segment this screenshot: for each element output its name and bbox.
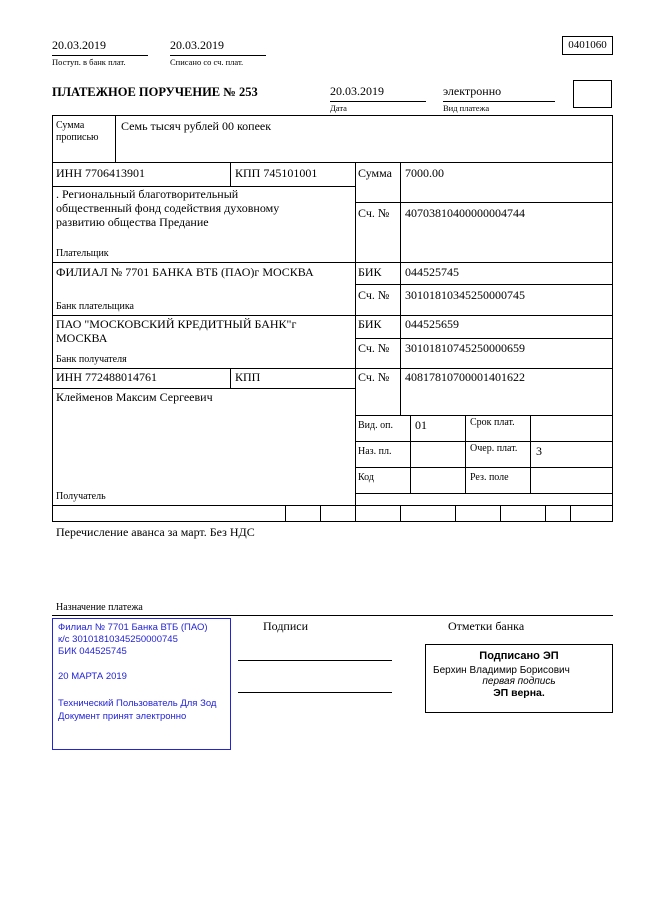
ep-stamp-signer: Берхин Владимир Борисович [433,665,570,676]
grid-line [500,505,501,521]
payee-bank-bik-label: БИК [358,317,382,331]
grid-line [355,467,613,468]
sum-label: Сумма [358,166,392,180]
grid-line [52,262,613,263]
grid-line [52,162,613,163]
grid-line [330,101,426,102]
grid-line [230,162,231,187]
grid-line [612,115,613,522]
payee-bank-section-label: Банк получателя [56,354,127,365]
doc-date-label: Дата [330,103,347,113]
purpose-section-label: Назначение платежа [56,602,143,613]
sum-value: 7000.00 [405,166,444,180]
grid-line [52,368,613,369]
payer-bank-bik-value: 044525745 [405,265,459,279]
payment-type-label: Вид платежа [443,103,490,113]
payee-bank-name: ПАО "МОСКОВСКИЙ КРЕДИТНЫЙ БАНК"г МОСКВА [56,317,297,345]
grid-line [52,55,148,56]
payee-name: Клейменов Максим Сергеевич [56,390,213,404]
grid-line [355,162,356,522]
payee-section-label: Получатель [56,491,106,502]
grid-line [52,115,613,116]
ocher-plat-label: Очер. плат. [470,443,518,454]
vid-op-value: 01 [415,418,427,432]
received-date-label: Поступ. в банк плат. [52,57,126,67]
grid-line [570,505,571,521]
grid-line [545,505,546,521]
ep-stamp-verdict: ЭП верна. [493,687,545,699]
payee-account-label: Сч. № [358,370,390,384]
payer-account-label: Сч. № [358,206,390,220]
grid-line [355,202,613,203]
naz-pl-label: Наз. пл. [358,446,392,457]
grid-line [320,505,321,521]
payer-bank-name: ФИЛИАЛ № 7701 БАНКА ВТБ (ПАО)г МОСКВА [56,265,314,279]
doc-title: ПЛАТЕЖНОЕ ПОРУЧЕНИЕ № 253 [52,85,258,99]
payer-account-value: 40703810400000004744 [405,206,525,220]
grid-line [400,162,401,415]
bank-marks-title: Отметки банка [448,619,525,633]
signature-line-1 [238,660,392,661]
kod-label: Код [358,472,374,483]
grid-line [230,368,231,389]
grid-line [52,315,613,316]
grid-line [410,415,411,493]
bank-stamp-line-1: Филиал № 7701 Банка ВТБ (ПАО) [58,622,208,633]
grid-line [52,505,613,506]
grid-line [52,615,613,616]
grid-line [52,388,356,389]
bank-stamp-line-4: 20 МАРТА 2019 [58,670,127,682]
ep-stamp-box [425,644,613,713]
received-date: 20.03.2019 [52,38,106,52]
payee-kpp-label: КПП [235,370,261,384]
grid-line [115,115,116,162]
grid-line [285,505,286,521]
ep-stamp-role: первая подпись [482,676,556,687]
payer-bank-account-label: Сч. № [358,288,390,302]
payee-inn: ИНН 772488014761 [56,370,157,384]
bank-stamp-line-5: Технический Пользователь Для Зод [58,697,217,709]
vid-op-label: Вид. оп. [358,420,393,431]
payer-name: . Региональный благотворительный общественный фонд содействия духовному развитию общества Предание [56,187,280,229]
doc-date-value: 20.03.2019 [330,84,384,98]
grid-line [355,415,613,416]
debited-date-label: Списано со сч. плат. [170,57,244,67]
grid-line [52,521,613,522]
grid-line [530,415,531,493]
grid-line [355,338,613,339]
ocher-plat-value: 3 [536,444,542,458]
grid-line [465,415,466,493]
bank-stamp-line-2: к/с 30101810345250000745 [58,633,178,645]
form-code-box: 0401060 [562,36,613,55]
bank-stamp-line-6: Документ принят электронно [58,711,187,723]
payer-inn: ИНН 7706413901 [56,166,145,180]
payer-bank-section-label: Банк плательщика [56,301,134,312]
grid-line [355,284,613,285]
amount-words-label: Сумма прописью [56,120,99,143]
payer-section-label: Плательщик [56,248,109,259]
payee-bank-account-value: 30101810745250000659 [405,341,525,355]
signatures-title: Подписи [263,619,309,633]
ep-stamp-title: Подписано ЭП [479,650,559,662]
empty-code-box [573,80,612,108]
grid-line [443,101,555,102]
amount-words-value: Семь тысяч рублей 00 копеек [121,119,272,133]
grid-line [355,493,613,494]
grid-line [400,505,401,521]
payer-bank-account-value: 30101810345250000745 [405,288,525,302]
grid-line [455,505,456,521]
grid-line [170,55,266,56]
payer-bank-bik-label: БИК [358,265,382,279]
bank-stamp-line-3: БИК 044525745 [58,645,127,657]
payment-type-value: электронно [443,84,502,98]
purpose-text: Перечисление аванса за март. Без НДС [56,525,255,539]
grid-line [52,115,53,522]
rez-pole-label: Рез. поле [470,472,509,483]
payer-kpp: КПП 745101001 [235,166,318,180]
payee-bank-account-label: Сч. № [358,341,390,355]
payee-account-value: 40817810700001401622 [405,370,525,384]
grid-line [355,441,613,442]
debited-date: 20.03.2019 [170,38,224,52]
srok-plat-label: Срок плат. [470,417,515,428]
bank-stamp-box [52,618,231,750]
payee-bank-bik-value: 044525659 [405,317,459,331]
signature-line-2 [238,692,392,693]
